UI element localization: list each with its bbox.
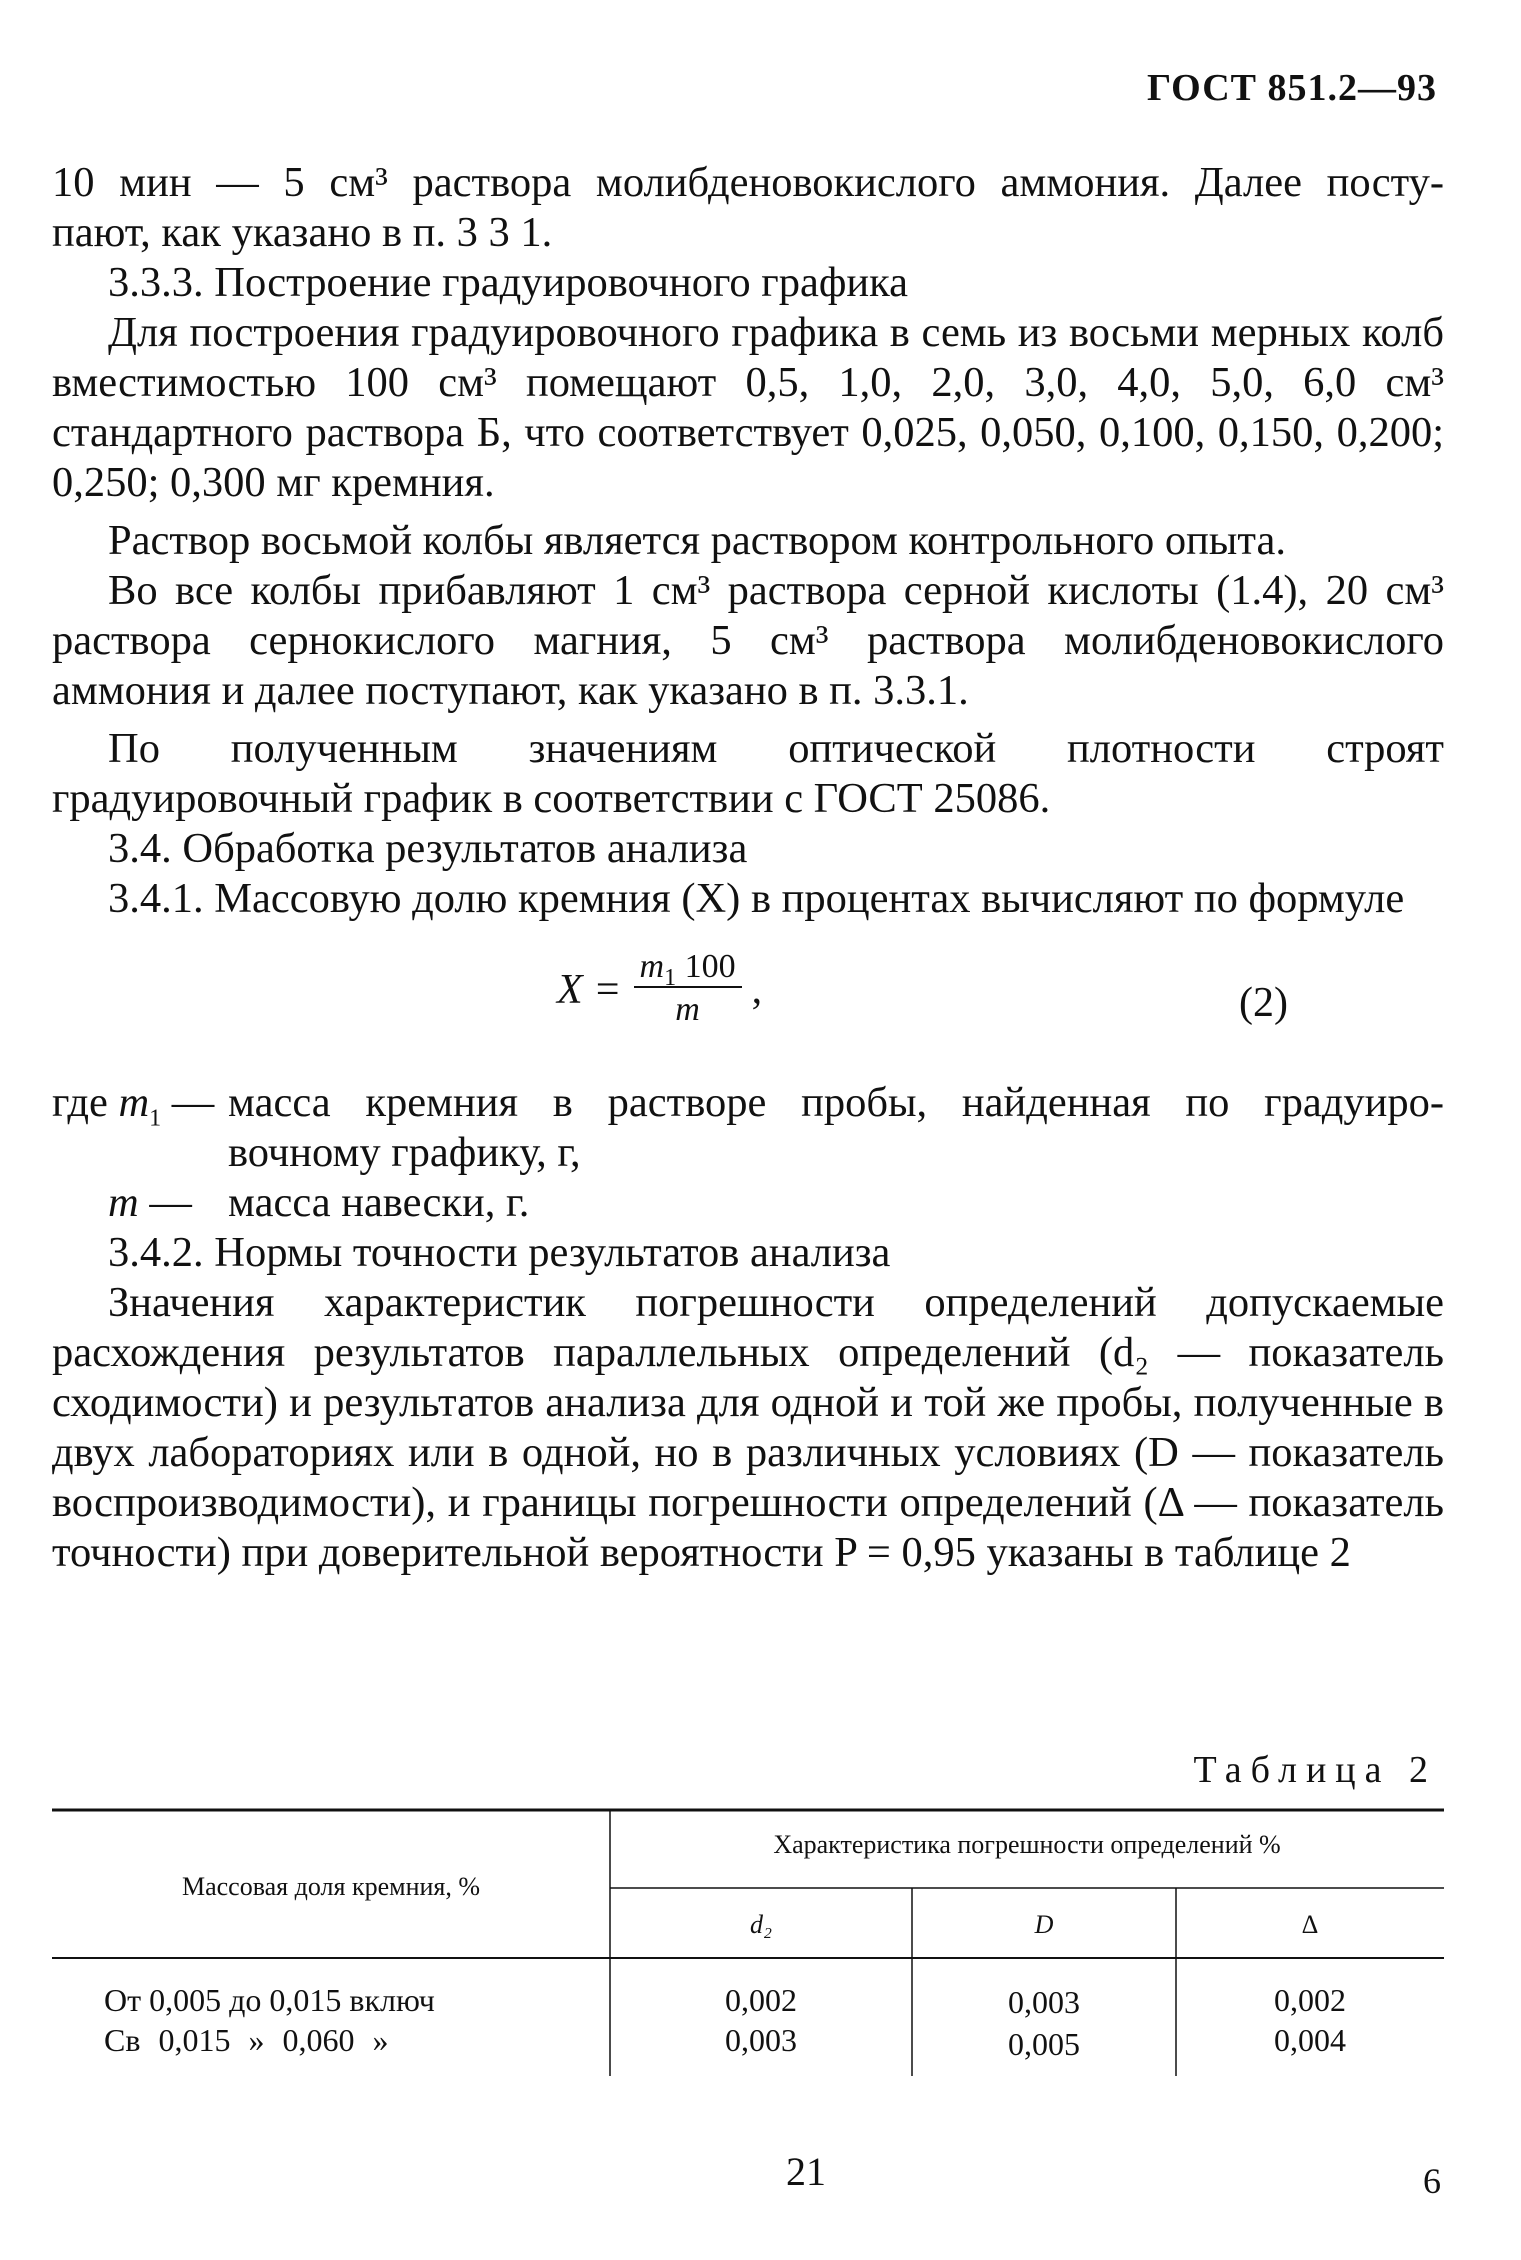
table-row <box>52 1982 1444 2022</box>
row-d2: 0,002 <box>725 1982 797 2018</box>
where-label-m1 <box>52 1078 228 1132</box>
where-text-m: масса навески, г. <box>228 1179 530 1226</box>
document-header: ГОСТ 851.2—93 <box>1146 67 1437 109</box>
table-subheader-D: D <box>1034 1910 1054 1939</box>
row-delta: 0,002 <box>1274 1982 1346 2018</box>
formula-numerator-sub: 1 <box>664 964 677 991</box>
section-heading-342: 3.4.2. Нормы точности результатов анализа <box>108 1229 891 1276</box>
where-var-m1: m <box>118 1079 150 1126</box>
paragraph-p1-line1: 10 мин — 5 см³ раствора молибденовокислого аммония. Далее посту- <box>52 159 1444 206</box>
where-dash-m: — <box>149 1179 192 1226</box>
formula-block <box>52 942 1444 1072</box>
table-subheader-d2: d₂ <box>749 1910 773 1939</box>
data-table <box>52 1810 1444 2076</box>
table-mass-header: Массовая доля кремния, % <box>181 1872 481 1901</box>
paragraph-p1-line2: пают, как указано в п. 3 3 1. <box>52 209 553 256</box>
formula-numerator-var: m <box>639 948 665 985</box>
row-D: 0,005 <box>1008 2026 1080 2062</box>
paragraph-graph: По полученным значениям оптической плотности строят градуировочный график в соответствии с ГОСТ 25086. <box>52 725 1444 822</box>
formula <box>557 948 762 1032</box>
row-label: От 0,005 до 0,015 включ <box>104 1982 435 2018</box>
corner-number: 6 <box>1423 2161 1441 2201</box>
section-heading-34: 3.4. Обработка результатов анализа <box>108 825 748 872</box>
where-text-m1: масса кремния в растворе пробы, найденная по градуиро- <box>228 1079 1444 1126</box>
formula-denominator: m <box>675 991 700 1028</box>
formula-number: (2) <box>1239 980 1288 1026</box>
formula-comma: , <box>751 967 763 1013</box>
where-sub-m1: 1 <box>149 1105 162 1132</box>
row-delta: 0,004 <box>1274 2022 1346 2058</box>
paragraph-calibration: Для построения градуировочного графика в семь из восьми мерных колб вместимостью 100 см³ помещают 0,5, 1,0, 2,0, 3,0, 4,0, 5,0, 6,0 см³ стандартного раствора Б, что соответствует 0,025, 0,050, 0,100, 0,150, 0,200; 0,250; 0,300 мг кремния. <box>52 309 1444 506</box>
document-body <box>52 158 1444 1578</box>
formula-numerator <box>634 948 742 991</box>
where-dash-m1: — <box>171 1079 215 1126</box>
paragraph-control-flask: Раствор восьмой колбы является раствором контрольного опыта. <box>108 517 1286 564</box>
formula-numerator-const: 100 <box>684 948 736 985</box>
where-text-m1-cont: вочному графику, г, <box>228 1129 581 1176</box>
page-number: 21 <box>786 2149 826 2194</box>
where-label-m <box>108 1178 228 1228</box>
row-label: Св 0,015 » 0,060 » <box>104 2022 389 2058</box>
section-heading-333: 3.3.3. Построение градуировочного графика <box>108 259 908 306</box>
where-item-m1 <box>52 1078 1444 1132</box>
formula-lhs: X = <box>557 967 622 1013</box>
paragraph-accuracy: Значения характеристик погрешности определений допускаемые расхождения результатов параллельных определений (d₂ — показатель сходимости) и результатов анализа для одной и той же пробы, полученные в двух лабораториях или в одной, но в различных условиях (D — показатель воспроизводимости), и границы погрешности определений (Δ — показатель точности) при доверительной вероятности P = 0,95 указаны в таблице 2 <box>52 1279 1444 1576</box>
row-d2: 0,003 <box>725 2022 797 2058</box>
paragraph-formula-intro: 3.4.1. Массовую долю кремния (X) в процентах вычисляют по формуле <box>108 875 1405 922</box>
paragraph-reagents: Во все колбы прибавляют 1 см³ раствора серной кислоты (1.4), 20 см³ раствора сернокислого магния, 5 см³ раствора молибденовокислого аммония и далее поступают, как указано в п. 3.3.1. <box>52 567 1444 714</box>
table-caption: Таблица 2 <box>1193 1749 1437 1791</box>
where-intro: где <box>52 1079 108 1126</box>
table-group-header: Характеристика погрешности определений % <box>773 1830 1281 1859</box>
formula-fraction <box>634 948 742 1032</box>
table-subheader-delta: Δ <box>1301 1910 1319 1939</box>
where-var-m: m <box>108 1179 139 1226</box>
where-item-m <box>52 1178 1444 1228</box>
table-row <box>52 2022 1444 2062</box>
row-D: 0,003 <box>1008 1984 1080 2020</box>
